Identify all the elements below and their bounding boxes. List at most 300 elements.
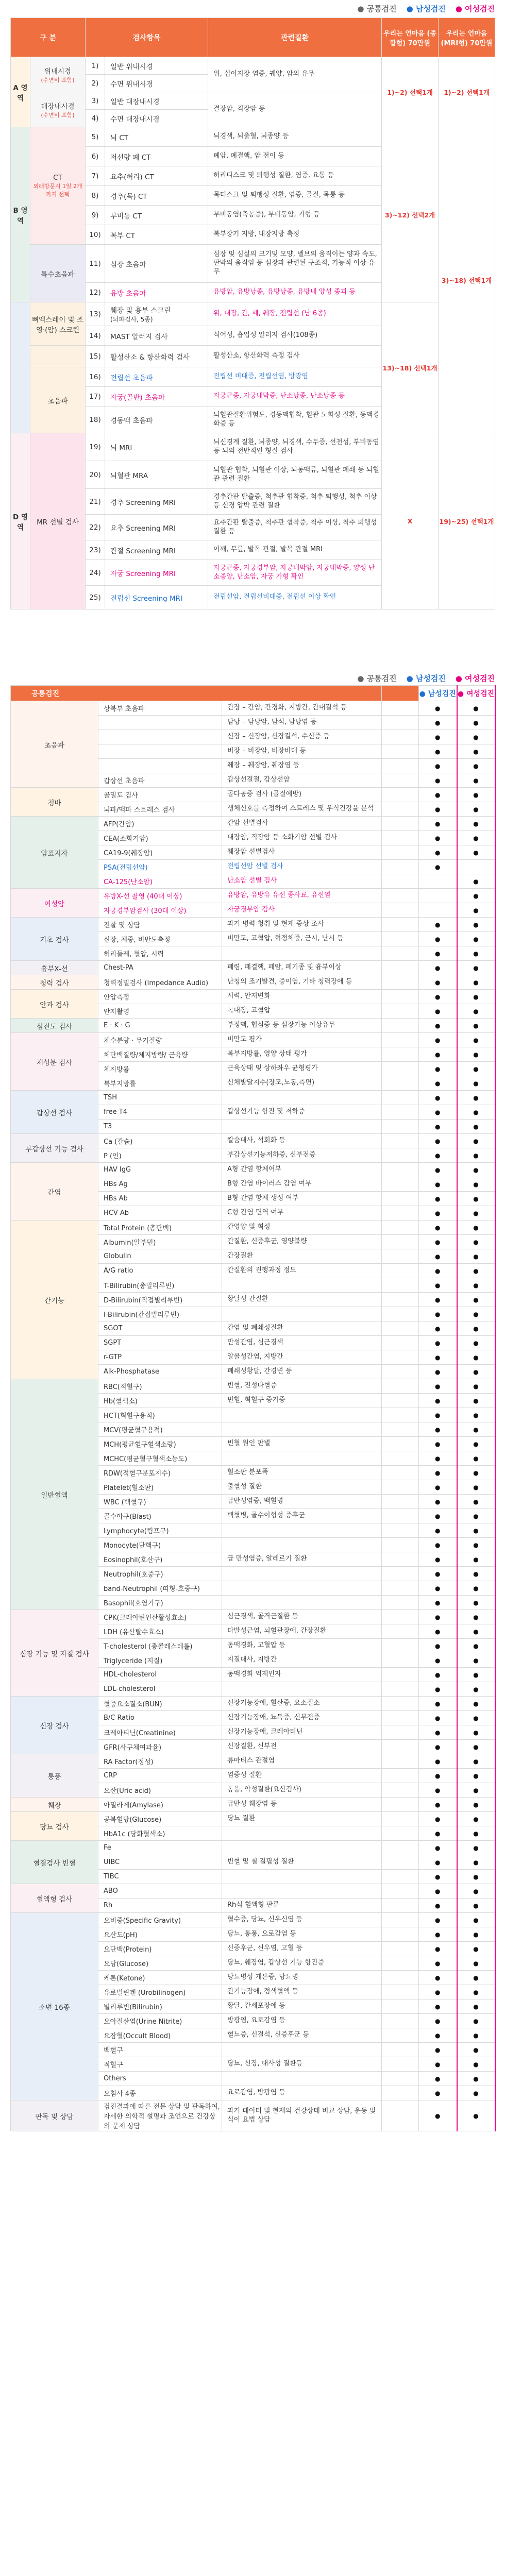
female-mark: ● — [457, 889, 495, 903]
common-mark — [382, 1091, 419, 1105]
male-mark: ● — [419, 2028, 457, 2043]
test-name: 상복부 초음파 — [98, 701, 222, 716]
common-mark — [382, 1365, 419, 1379]
female-mark: ● — [457, 1394, 495, 1408]
common-mark — [382, 2043, 419, 2057]
male-mark: ● — [419, 773, 457, 788]
test-description: Rh식 혈액형 판류 — [222, 1899, 382, 1913]
test-description: 비만도 평가 — [222, 1033, 382, 1047]
program-row — [11, 433, 495, 461]
common-mark — [382, 817, 419, 831]
item-name — [105, 489, 208, 515]
test-description: 근육상태 및 상하좌우 균형평가 — [222, 1062, 382, 1076]
test-description: 녹내장, 고혈압 — [222, 1004, 382, 1019]
male-mark: ● — [419, 1394, 457, 1408]
item-name — [105, 147, 208, 166]
male-mark: ● — [419, 1062, 457, 1076]
test-description: 빈혈, 진성다혈증 — [222, 1379, 382, 1394]
item-name — [105, 461, 208, 489]
test-name: band-Neutrophil (띠형-호중구) — [98, 1581, 222, 1596]
test-name: 자궁경부암검사 (30대 이상) — [98, 903, 222, 918]
common-mark — [382, 831, 419, 845]
checkup-row — [11, 1610, 495, 1624]
category-name: 초음파 — [47, 397, 68, 405]
test-description: 췌장암 선별검사 — [222, 845, 382, 860]
header-item: 검사항목 — [86, 18, 208, 57]
test-name: T-Bilirubin(총빌리루빈) — [98, 1278, 222, 1293]
test-name: B/C Ratio — [98, 1711, 222, 1725]
item-number: 16) — [86, 367, 105, 387]
common-mark — [382, 2057, 419, 2072]
male-mark: ● — [419, 1495, 457, 1509]
test-name: T3 — [98, 1120, 222, 1134]
checkup-row — [11, 1754, 495, 1769]
item-number: 14) — [86, 326, 105, 346]
female-mark: ● — [457, 1740, 495, 1754]
common-mark — [382, 1192, 419, 1206]
female-mark: ● — [457, 903, 495, 918]
checkup-row — [11, 1091, 495, 1105]
item-name — [105, 387, 208, 406]
male-mark: ● — [419, 1307, 457, 1321]
female-mark: ● — [457, 961, 495, 975]
test-name: 허리둘레, 혈압, 시력 — [98, 946, 222, 961]
disease-description: 위, 대장, 간, 폐, 췌장, 전립선 (남 6종) — [208, 302, 382, 326]
male-mark: ● — [419, 1798, 457, 1812]
legend-female-2: ● 여성검진 — [455, 674, 495, 683]
checkup-row — [11, 918, 495, 932]
female-mark: ● — [457, 932, 495, 946]
male-mark: ● — [419, 1033, 457, 1047]
test-description: 신장 – 신장암, 신장결석, 수신증 등 — [222, 730, 382, 744]
test-name: CRP — [98, 1769, 222, 1783]
test-description — [222, 1682, 382, 1697]
male-mark: ● — [419, 1004, 457, 1019]
test-description — [222, 1422, 382, 1437]
test-name: 유방X-선 촬영 (40대 이상) — [98, 889, 222, 903]
checkup-row — [11, 1134, 495, 1148]
plan-mri-choice: 19)~25) 선택1개 — [439, 433, 495, 609]
male-mark: ● — [419, 1206, 457, 1221]
female-mark: ● — [457, 817, 495, 831]
plan-general-choice: 3)~12) 선택2개 — [382, 127, 439, 302]
common-mark — [382, 1956, 419, 1971]
test-description: 전립선암 선별 검사 — [222, 860, 382, 874]
test-description: 부갑상선기능저하증, 신부전증 — [222, 1148, 382, 1163]
checkup-row — [11, 788, 495, 802]
test-description: 비장 – 비장암, 비장비대 등 — [222, 744, 382, 759]
common-mark — [382, 918, 419, 932]
test-description: 난청의 조기발견, 중이염, 기타 청력장애 등 — [222, 975, 382, 990]
common-mark — [382, 1321, 419, 1336]
female-mark: ● — [457, 1754, 495, 1769]
test-description: 혈소판 분포폭 — [222, 1466, 382, 1480]
female-mark: ● — [457, 2014, 495, 2028]
item-name-text: 요추 Screening MRI — [110, 524, 176, 533]
test-description: 빈혈 원인 판별 — [222, 1437, 382, 1451]
female-mark: ● — [457, 1134, 495, 1148]
plan-mri-choice: 1)~2) 선택1개 — [439, 57, 495, 127]
test-description: 방광염, 요로감염 등 — [222, 2014, 382, 2028]
section-label: 당뇨 검사 — [11, 1812, 98, 1841]
test-name: A/G ratio — [98, 1264, 222, 1278]
female-mark: ● — [457, 1177, 495, 1192]
male-mark: ● — [419, 1855, 457, 1870]
category-name: 위내시경 — [44, 67, 72, 76]
item-number: 7) — [86, 166, 105, 186]
female-mark: ● — [457, 1480, 495, 1495]
female-mark: ● — [457, 1451, 495, 1466]
common-mark — [382, 1610, 419, 1624]
checkup-row — [11, 2100, 495, 2131]
female-mark: ● — [457, 1581, 495, 1596]
item-name-text: 수면 대장내시경 — [110, 115, 160, 124]
item-name — [105, 433, 208, 461]
test-name: 공복혈당(Glucose) — [98, 1812, 222, 1826]
common-mark — [382, 1105, 419, 1120]
checkup-row — [11, 1697, 495, 1711]
disease-description: 유방암, 유방낭종, 유방낭종, 유방내 양성 종괴 등 — [208, 283, 382, 302]
test-name: Eosinophil(호산구) — [98, 1552, 222, 1567]
header-male: ● 남성검진 — [419, 686, 457, 701]
female-mark: ● — [457, 1552, 495, 1567]
female-mark: ● — [457, 1422, 495, 1437]
test-name: HCV Ab — [98, 1206, 222, 1221]
test-name: CPK(크레아틴인산활성효소) — [98, 1610, 222, 1624]
common-mark — [382, 1523, 419, 1538]
section-label: 췌장 — [11, 1798, 98, 1812]
disease-description: 어깨, 무릎, 발목 관절, 발목 관절 MRI — [208, 540, 382, 560]
program-table — [10, 18, 495, 609]
test-description: 신장기능장애, 뇨독증, 신부전증 — [222, 1711, 382, 1725]
section-label: 초음파 — [11, 701, 98, 788]
common-mark — [382, 1004, 419, 1019]
common-mark — [382, 2086, 419, 2100]
female-mark: ● — [457, 1321, 495, 1336]
plan-general-choice: 1)~2) 선택1개 — [382, 57, 439, 127]
plan-general-choice: X — [382, 433, 439, 609]
test-name: SGPT — [98, 1336, 222, 1350]
test-description: 칼슘대사, 석회화 등 — [222, 1134, 382, 1148]
test-name: UIBC — [98, 1855, 222, 1870]
female-mark: ● — [457, 1538, 495, 1552]
female-mark: ● — [457, 773, 495, 788]
common-mark — [382, 1177, 419, 1192]
female-mark: ● — [457, 1956, 495, 1971]
test-name: CA-125(난소암) — [98, 874, 222, 889]
item-name-text: 췌장 및 흉부 스크린 — [110, 307, 171, 315]
item-name — [105, 283, 208, 302]
female-mark: ● — [457, 1466, 495, 1480]
female-mark: ● — [457, 1235, 495, 1249]
test-description: 황달, 간세포장애 등 — [222, 1999, 382, 2014]
item-number: 21) — [86, 489, 105, 515]
male-mark: ● — [419, 932, 457, 946]
section-label: 통풍 — [11, 1754, 98, 1798]
disease-description: 활성산소, 항산화력 측정 검사 — [208, 346, 382, 367]
common-mark — [382, 1120, 419, 1134]
category-note: (수면비 포함) — [41, 76, 75, 83]
test-description: 지질대사, 지방간 — [222, 1653, 382, 1668]
test-name: 체지방률 — [98, 1062, 222, 1076]
test-description: 간영양 및 혁성 — [222, 1221, 382, 1235]
test-description — [222, 1120, 382, 1134]
male-mark: ● — [419, 1581, 457, 1596]
common-mark — [382, 1884, 419, 1899]
item-number: 17) — [86, 387, 105, 406]
category-label — [30, 346, 86, 367]
common-mark — [382, 2072, 419, 2086]
item-number: 2) — [86, 75, 105, 92]
female-mark: ● — [457, 1942, 495, 1956]
item-number: 10) — [86, 225, 105, 245]
male-mark: ● — [419, 1942, 457, 1956]
test-name: HbA1c (당화혈색소) — [98, 1826, 222, 1841]
common-mark — [382, 1235, 419, 1249]
test-name: 혈중요소질소(BUN) — [98, 1697, 222, 1711]
section-label: 혈액형 검사 — [11, 1884, 98, 1913]
female-mark: ● — [457, 1278, 495, 1293]
checkup-row — [11, 1798, 495, 1812]
common-mark — [382, 1812, 419, 1826]
common-mark — [382, 889, 419, 903]
common-mark — [382, 1293, 419, 1307]
test-name: 요산도(pH) — [98, 1927, 222, 1942]
female-mark: ● — [457, 1307, 495, 1321]
disease-description: 전립선 비대증, 전립선염, 방광염 — [208, 367, 382, 387]
section-label: 기초 검사 — [11, 918, 98, 961]
item-number: 1) — [86, 57, 105, 75]
male-mark: ● — [419, 1278, 457, 1293]
checkup-row — [11, 701, 495, 716]
test-name: 적혈구 — [98, 2057, 222, 2072]
legend-bottom — [350, 673, 495, 684]
male-mark — [419, 874, 457, 889]
common-mark — [382, 1249, 419, 1264]
test-description: 간기능장애, 정색혈액 등 — [222, 1985, 382, 1999]
female-mark: ● — [457, 946, 495, 961]
common-mark — [382, 2028, 419, 2043]
female-mark: ● — [457, 2086, 495, 2100]
item-number: 8) — [86, 186, 105, 206]
female-mark: ● — [457, 1192, 495, 1206]
test-description — [222, 1278, 382, 1293]
common-mark — [382, 802, 419, 817]
test-name: 진찰 및 상담 — [98, 918, 222, 932]
female-mark: ● — [457, 1120, 495, 1134]
female-mark: ● — [457, 1639, 495, 1653]
test-description: 췌장 – 췌장암, 췌장염 등 — [222, 759, 382, 773]
common-mark — [382, 1264, 419, 1278]
female-mark: ● — [457, 1076, 495, 1091]
female-mark: ● — [457, 1148, 495, 1163]
area-label — [11, 302, 30, 433]
common-mark — [382, 1899, 419, 1913]
section-label: 심전도 검사 — [11, 1019, 98, 1033]
test-description: 유방암, 유방유 유선 종사료, 유선염 — [222, 889, 382, 903]
female-mark: ● — [457, 716, 495, 730]
test-description: 생체신호를 측정하여 스트레스 및 우식건강을 분석 — [222, 802, 382, 817]
male-mark: ● — [419, 1783, 457, 1798]
common-mark — [382, 1581, 419, 1596]
test-name — [98, 730, 222, 744]
item-name-text: 부비동 CT — [110, 212, 142, 221]
common-mark — [382, 1999, 419, 2014]
female-mark: ● — [457, 1350, 495, 1365]
test-name: 유로빌린겐 (Urobilinogen) — [98, 1985, 222, 1999]
checkup-row — [11, 990, 495, 1004]
item-name — [105, 586, 208, 609]
male-mark: ● — [419, 1610, 457, 1624]
female-mark: ● — [457, 701, 495, 716]
female-mark: ● — [457, 1437, 495, 1451]
common-mark — [382, 1480, 419, 1495]
header-plan-mri: 우리는 언마음 (MRI형) 70만원 — [439, 18, 495, 57]
test-description: 간암 선별검사 — [222, 817, 382, 831]
item-name — [105, 560, 208, 586]
header-plan-general: 우리는 언마음 (종합형) 70만원 — [382, 18, 439, 57]
legend-top — [350, 3, 495, 14]
male-mark: ● — [419, 1365, 457, 1379]
female-mark: ● — [457, 1004, 495, 1019]
test-name: Chest-PA — [98, 961, 222, 975]
test-name: r-GTP — [98, 1350, 222, 1365]
common-mark — [382, 1495, 419, 1509]
test-description: 갑상선결절, 갑상선암 — [222, 773, 382, 788]
test-description: 빈혈 및 철 결핍성 질환 — [222, 1855, 382, 1870]
female-mark: ● — [457, 1913, 495, 1927]
female-mark: ● — [457, 1870, 495, 1884]
item-name-text: 유방 초음파 — [110, 289, 146, 298]
test-name: Others — [98, 2072, 222, 2086]
item-name-text: 뇌혈관 MRA — [110, 471, 148, 480]
female-mark: ● — [457, 1105, 495, 1120]
item-name-text: 활성산소 & 항산화력 검사 — [110, 353, 190, 362]
test-description: 비만도, 고혈압, 혁정체중, 근시, 난시 등 — [222, 932, 382, 946]
common-mark — [382, 1870, 419, 1884]
test-description — [222, 1451, 382, 1466]
plan-general-choice: 13)~18) 선택1개 — [382, 302, 439, 433]
male-mark: ● — [419, 1899, 457, 1913]
test-name: Rh — [98, 1899, 222, 1913]
male-mark: ● — [419, 1971, 457, 1985]
common-mark — [382, 1336, 419, 1350]
test-description: 신장질환, 신부전 — [222, 1740, 382, 1754]
male-mark: ● — [419, 860, 457, 874]
test-description: 염증성 질환 — [222, 1769, 382, 1783]
test-name: MCV(평균혈구용적) — [98, 1422, 222, 1437]
female-mark: ● — [457, 1884, 495, 1899]
test-description: 혈수증, 당뇨, 신우신염 등 — [222, 1913, 382, 1927]
item-name-text: 수면 위내시경 — [110, 80, 153, 89]
section-label: 체성분 검사 — [11, 1033, 98, 1091]
common-mark — [382, 1942, 419, 1956]
test-description: 신체발달지수(장모,노동,측면) — [222, 1076, 382, 1091]
test-name: Fe — [98, 1841, 222, 1855]
test-name: Total Protein (총단백) — [98, 1221, 222, 1235]
disease-description: 뇌경색, 뇌출혈, 뇌종양 등 — [208, 127, 382, 147]
disease-description: 전립선암, 전립선비대증, 전립선 이상 확인 — [208, 586, 382, 609]
common-mark — [382, 1538, 419, 1552]
item-name — [105, 326, 208, 346]
male-mark: ● — [419, 1624, 457, 1639]
male-mark: ● — [419, 1091, 457, 1105]
male-mark: ● — [419, 2100, 457, 2131]
common-mark — [382, 1047, 419, 1062]
female-mark: ● — [457, 874, 495, 889]
male-mark: ● — [419, 1019, 457, 1033]
item-name-text: 경동맥 초음파 — [110, 416, 153, 425]
category-label — [30, 302, 86, 346]
item-name — [105, 127, 208, 147]
test-name — [98, 716, 222, 730]
common-mark — [382, 1394, 419, 1408]
male-mark: ● — [419, 1264, 457, 1278]
disease-description: 자궁근종, 자궁내막증, 난소낭종, 난소낭종 등 — [208, 387, 382, 406]
section-label: 암표지자 — [11, 817, 98, 889]
test-name: Monocyte(단핵구) — [98, 1538, 222, 1552]
female-mark: ● — [457, 1971, 495, 1985]
common-mark — [382, 1754, 419, 1769]
male-mark: ● — [419, 1725, 457, 1740]
male-mark: ● — [419, 1437, 457, 1451]
test-name: E · K · G — [98, 1019, 222, 1033]
common-mark — [382, 990, 419, 1004]
item-number: 6) — [86, 147, 105, 166]
common-mark — [382, 946, 419, 961]
female-mark: ● — [457, 1091, 495, 1105]
common-mark — [382, 701, 419, 716]
header-common: 공통검진 — [11, 686, 382, 701]
plan-mri-choice: 3)~18) 선택1개 — [439, 127, 495, 433]
section-label: 갑상선 검사 — [11, 1091, 98, 1134]
male-mark — [419, 903, 457, 918]
test-name: MCH(평균혈구혈색소량) — [98, 1437, 222, 1451]
test-name: RA Factor(정성) — [98, 1754, 222, 1769]
test-description: 갑상선기능 항진 및 저하증 — [222, 1105, 382, 1120]
common-mark — [382, 1653, 419, 1668]
test-name: 갑상선 초음파 — [98, 773, 222, 788]
male-mark: ● — [419, 961, 457, 975]
test-name: LDH (유산탈수효소) — [98, 1624, 222, 1639]
test-name: 요잠혈(Occult Blood) — [98, 2028, 222, 2043]
common-mark — [382, 1567, 419, 1581]
test-description: 심근경색, 골격근질환 등 — [222, 1610, 382, 1624]
test-name: 케톤(Ketone) — [98, 1971, 222, 1985]
test-name: 요아질산염(Urine Nitrite) — [98, 2014, 222, 2028]
section-label: 여성암 — [11, 889, 98, 918]
common-mark — [382, 1019, 419, 1033]
female-mark: ● — [457, 2100, 495, 2131]
test-name: Alk-Phosphatase — [98, 1365, 222, 1379]
test-description: 골다공증 검사 (골절예방) — [222, 788, 382, 802]
common-mark — [382, 1278, 419, 1293]
common-mark — [382, 1798, 419, 1812]
item-name-text: 심장 초음파 — [110, 260, 146, 269]
test-description — [222, 1581, 382, 1596]
male-mark: ● — [419, 1163, 457, 1177]
test-description: 시력, 안저변화 — [222, 990, 382, 1004]
test-description: 난소암 선별 검사 — [222, 874, 382, 889]
category-name: 대장내시경 — [41, 102, 75, 111]
section-label: 판독 및 상담 — [11, 2100, 98, 2131]
male-mark: ● — [419, 744, 457, 759]
male-mark: ● — [419, 946, 457, 961]
male-mark: ● — [419, 1076, 457, 1091]
test-description: 당뇨, 통풍, 요로감염 등 — [222, 1927, 382, 1942]
common-mark — [382, 2014, 419, 2028]
section-label: 심장 기능 및 지질 검사 — [11, 1610, 98, 1697]
